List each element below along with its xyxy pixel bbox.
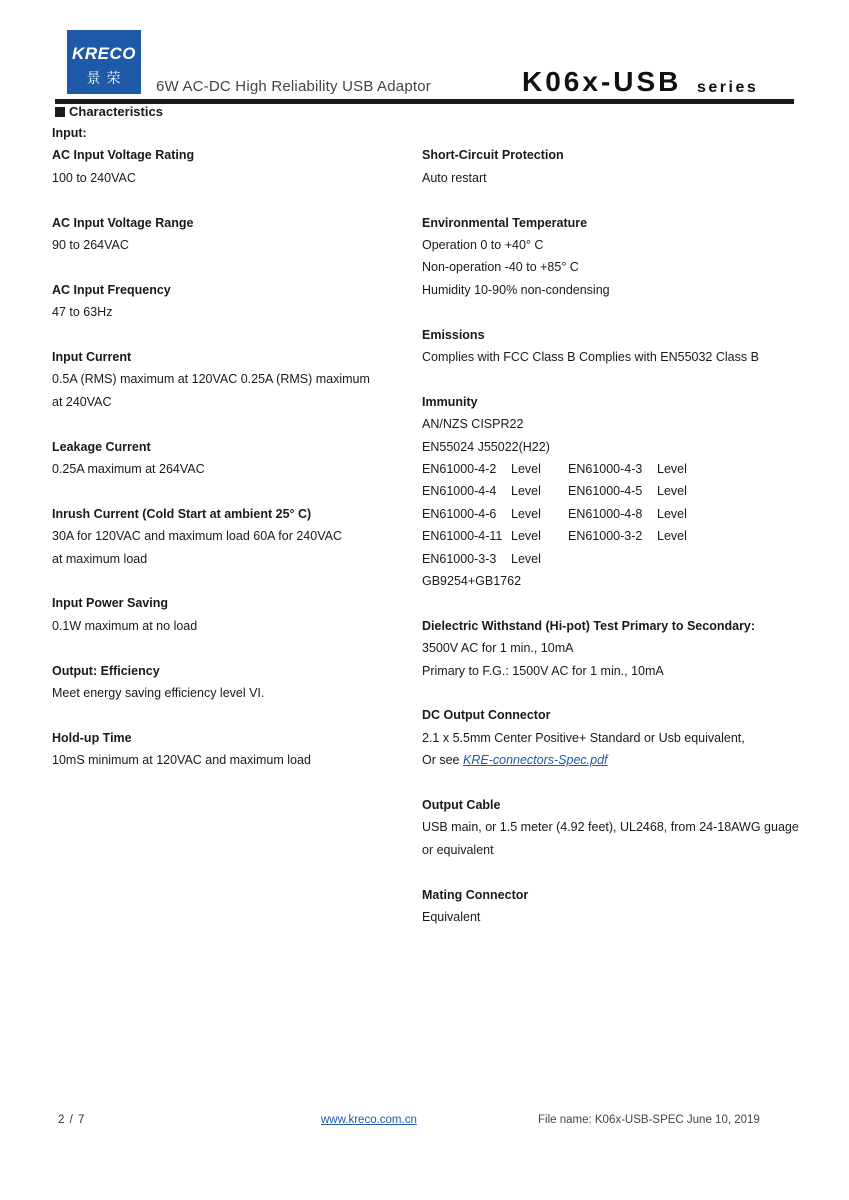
dielectric-line-1: 3500V AC for 1 min., 10mA (422, 641, 574, 656)
immunity-standard: EN55024 J55022(H22) (422, 439, 550, 454)
env-humidity: Humidity 10-90% non-condensing (422, 282, 610, 297)
leakage-current-value: 0.25A maximum at 264VAC (52, 462, 205, 477)
env-non-operation: Non-operation -40 to +85° C (422, 260, 579, 275)
inrush-current-title: Inrush Current (Cold Start at ambient 25° C) (52, 506, 312, 521)
section-title: Characteristics (69, 104, 163, 119)
ac-frequency-value: 47 to 63Hz (52, 305, 113, 320)
header-rule (55, 99, 794, 104)
holdup-time-title: Hold-up Time (52, 730, 132, 745)
page-number: 2 / 7 (58, 1114, 86, 1126)
input-current-line-1: 0.5A (RMS) maximum at 120VAC 0.25A (RMS) maximum (52, 372, 370, 387)
mating-connector-title: Mating Connector (422, 887, 529, 902)
power-saving-value: 0.1W maximum at no load (52, 618, 198, 633)
ac-rating-title: AC Input Voltage Rating (52, 148, 195, 163)
inrush-current-line-2: at maximum load (52, 551, 148, 566)
file-name-date: File name: K06x-USB-SPEC June 10, 2019 (538, 1114, 760, 1126)
inrush-current-line-1: 30A for 120VAC and maximum load 60A for 240VAC (52, 529, 342, 544)
square-bullet-icon (55, 107, 65, 117)
immunity-row: EN61000-4-2 Level EN61000-4-3 Level (422, 462, 687, 477)
short-circuit-title: Short-Circuit Protection (422, 148, 564, 163)
output-cable-value: USB main, or 1.5 meter (4.92 feet), UL2468, from 24-18AWG guage or equivalent (422, 820, 799, 857)
dc-connector-title: DC Output Connector (422, 708, 551, 723)
product-tagline: 6W AC-DC High Reliability USB Adaptor (156, 78, 431, 95)
env-operation: Operation 0 to +40° C (422, 238, 544, 252)
ac-range-value: 90 to 264VAC (52, 238, 129, 253)
short-circuit-value: Auto restart (422, 170, 487, 185)
section-heading (55, 104, 163, 119)
ac-rating-value: 100 to 240VAC (52, 170, 136, 185)
immunity-standard: AN/NZS CISPR22 (422, 417, 524, 432)
left-column (52, 122, 392, 772)
website-link[interactable]: www.kreco.com.cn (321, 1114, 417, 1126)
mating-connector-value: Equivalent (422, 910, 481, 925)
input-current-line-2: at 240VAC (52, 394, 112, 409)
immunity-row: EN61000-4-4 Level EN61000-4-5 Level (422, 484, 687, 499)
power-saving-title: Input Power Saving (52, 596, 168, 611)
output-cable-title: Output Cable (422, 798, 501, 813)
emissions-value: Complies with FCC Class B Complies with EN55032 Class B (422, 350, 759, 365)
emissions-title: Emissions (422, 327, 485, 342)
dc-connector-line-2: Or see KRE-connectors-Spec.pdf (422, 753, 608, 768)
model-number: K06x-USB (522, 66, 682, 97)
immunity-standard: GB9254+GB1762 (422, 574, 522, 589)
dc-connector-line-1: 2.1 x 5.5mm Center Positive+ Standard or Usb equivalent, (422, 730, 745, 745)
immunity-row: EN61000-4-11 Level EN61000-3-2 Level (422, 529, 687, 544)
logo-sub-text: 景荣 (86, 70, 127, 86)
ac-frequency-title: AC Input Frequency (52, 282, 171, 297)
immunity-row: EN61000-3-3 Level (422, 551, 541, 566)
input-label: Input: (52, 126, 87, 140)
logo-brand-text: KRECO (72, 44, 136, 63)
ac-range-title: AC Input Voltage Range (52, 215, 194, 230)
efficiency-title: Output: Efficiency (52, 663, 160, 678)
immunity-row: EN61000-4-6 Level EN61000-4-8 Level (422, 506, 687, 521)
right-column (422, 122, 802, 929)
company-logo (67, 30, 141, 94)
connector-spec-link[interactable]: KRE-connectors-Spec.pdf (463, 753, 608, 768)
leakage-current-title: Leakage Current (52, 439, 151, 454)
dielectric-line-2: Primary to F.G.: 1500V AC for 1 min., 10mA (422, 663, 664, 678)
immunity-title: Immunity (422, 394, 478, 409)
holdup-time-value: 10mS minimum at 120VAC and maximum load (52, 753, 311, 768)
environmental-title: Environmental Temperature (422, 215, 588, 230)
series-label: series (697, 79, 759, 96)
efficiency-value: Meet energy saving efficiency level VI. (52, 686, 265, 701)
dielectric-title: Dielectric Withstand (Hi-pot) Test Primary to Secondary: (422, 618, 756, 633)
input-current-title: Input Current (52, 350, 132, 365)
